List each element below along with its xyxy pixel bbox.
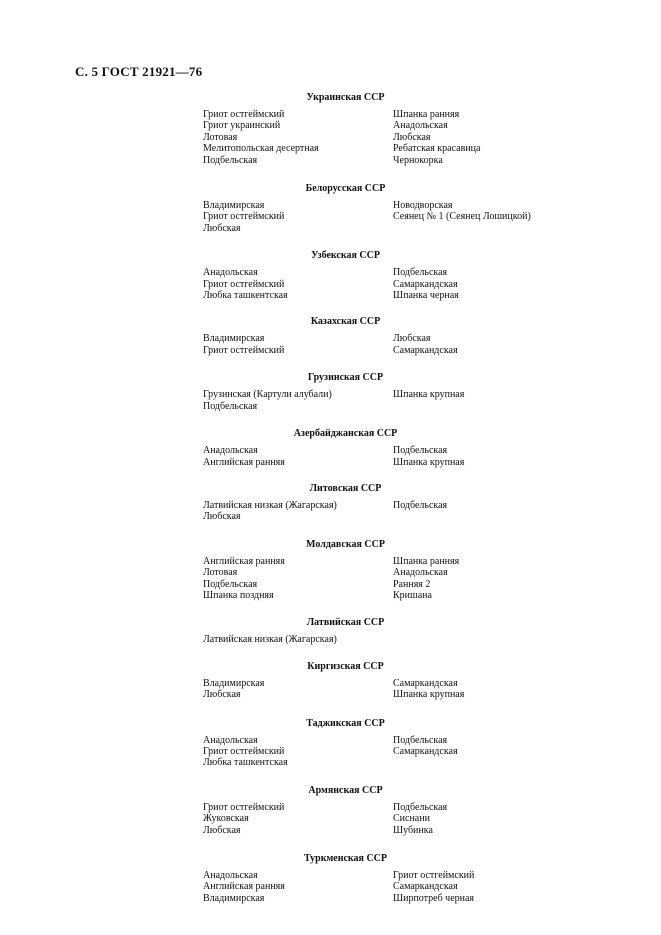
region-title: Молдавская ССР bbox=[306, 538, 385, 550]
variety-item: Английская ранняя bbox=[203, 881, 285, 893]
region-title: Грузинская ССР bbox=[307, 372, 384, 384]
variety-list-right bbox=[393, 267, 593, 301]
variety-list-right bbox=[393, 389, 593, 412]
variety-item: Подбельская bbox=[203, 400, 258, 412]
variety-item: Гриот остгеймский bbox=[203, 344, 285, 356]
variety-list-right bbox=[393, 200, 593, 234]
variety-item: Гриот остгеймский bbox=[203, 278, 285, 290]
variety-item: Владимирская bbox=[203, 333, 265, 345]
variety-item: Самаркандская bbox=[393, 677, 458, 689]
variety-item: Любская bbox=[203, 689, 241, 701]
variety-item: Гриот остгеймский bbox=[393, 870, 475, 881]
variety-item: Шпанка крупная bbox=[393, 456, 465, 468]
variety-list-right bbox=[393, 556, 593, 602]
variety-columns bbox=[203, 556, 661, 602]
variety-item: Любская bbox=[393, 333, 431, 345]
variety-item: Анадольская bbox=[203, 445, 258, 457]
variety-columns bbox=[203, 389, 661, 412]
variety-columns bbox=[203, 200, 661, 234]
variety-item: Любская bbox=[203, 222, 241, 234]
region-section bbox=[0, 660, 661, 701]
variety-item: Гриот остгеймский bbox=[203, 801, 285, 813]
variety-item: Лотовая bbox=[203, 131, 238, 143]
variety-list-right bbox=[393, 870, 593, 904]
variety-list-left bbox=[203, 802, 393, 836]
variety-item: Английская ранняя bbox=[203, 555, 285, 567]
variety-item: Владимирская bbox=[203, 200, 265, 212]
variety-item: Гриот остгеймский bbox=[203, 745, 285, 757]
region-title: Армянская ССР bbox=[308, 784, 383, 796]
variety-item: Сиснани bbox=[393, 813, 430, 825]
variety-item: Латвийская низкая (Жагарская) bbox=[203, 634, 337, 646]
variety-list-left bbox=[203, 870, 393, 904]
variety-list-left bbox=[203, 109, 393, 166]
region-section bbox=[0, 315, 661, 356]
variety-list-left bbox=[203, 634, 393, 645]
region-section bbox=[0, 371, 661, 412]
variety-item: Любская bbox=[203, 511, 241, 523]
variety-item: Шпанка ранняя bbox=[393, 555, 460, 567]
variety-item: Сеянец № 1 (Сеянец Лошицкой) bbox=[393, 211, 531, 223]
variety-list-left bbox=[203, 200, 393, 234]
variety-item: Новодворская bbox=[393, 200, 453, 212]
variety-list-left bbox=[203, 389, 393, 412]
region-section bbox=[0, 717, 661, 769]
variety-columns bbox=[203, 333, 661, 356]
variety-item: Жуковская bbox=[203, 813, 249, 825]
region-title: Белорусская ССР bbox=[305, 183, 386, 195]
variety-columns bbox=[203, 109, 661, 166]
variety-item: Английская ранняя bbox=[203, 456, 285, 468]
region-title: Таджикская ССР bbox=[306, 717, 385, 729]
region-section bbox=[0, 784, 661, 836]
region-section bbox=[0, 616, 661, 645]
variety-columns bbox=[203, 267, 661, 301]
variety-item: Латвийская низкая (Жагарская) bbox=[203, 499, 337, 511]
variety-columns bbox=[203, 634, 661, 645]
variety-columns bbox=[203, 802, 661, 836]
variety-list-right bbox=[393, 634, 593, 645]
variety-item: Мелитопольская десертная bbox=[203, 143, 319, 155]
region-title: Литовская ССР bbox=[309, 482, 382, 494]
variety-item: Самаркандская bbox=[393, 278, 458, 290]
region-section bbox=[0, 427, 661, 468]
variety-item: Шпанка поздняя bbox=[203, 589, 274, 601]
variety-item: Шпанка черная bbox=[393, 290, 459, 302]
variety-item: Кришана bbox=[393, 589, 432, 601]
region-title: Казахская ССР bbox=[310, 316, 381, 328]
variety-item: Любская bbox=[203, 824, 241, 836]
region-title: Латвийская ССР bbox=[306, 617, 385, 629]
variety-item: Лотовая bbox=[203, 567, 238, 579]
variety-columns bbox=[203, 445, 661, 468]
variety-item: Анадольская bbox=[203, 734, 258, 746]
variety-item: Подбельская bbox=[393, 499, 448, 511]
variety-item: Любка ташкентская bbox=[203, 290, 288, 302]
variety-list-right bbox=[393, 678, 593, 701]
variety-list-left bbox=[203, 500, 393, 523]
document-body bbox=[0, 91, 661, 904]
region-title: Киргизская ССР bbox=[307, 660, 384, 672]
variety-item: Анадольская bbox=[393, 120, 448, 132]
variety-item: Владимирская bbox=[203, 892, 265, 904]
variety-list-right bbox=[393, 109, 593, 166]
variety-columns bbox=[203, 678, 661, 701]
variety-item: Анадольская bbox=[393, 567, 448, 579]
variety-item: Чернокорка bbox=[393, 154, 443, 166]
variety-list-right bbox=[393, 445, 593, 468]
variety-item: Шпанка ранняя bbox=[393, 109, 460, 120]
variety-item: Анадольская bbox=[203, 267, 258, 279]
variety-item: Шубинка bbox=[393, 824, 433, 836]
region-title: Украинская ССР bbox=[306, 92, 385, 103]
variety-item: Подбельская bbox=[393, 445, 448, 457]
variety-list-left bbox=[203, 678, 393, 701]
region-title: Туркменская ССР bbox=[303, 853, 388, 864]
region-title: Азербайджанская ССР bbox=[293, 428, 398, 440]
variety-item: Самаркандская bbox=[393, 881, 458, 893]
variety-list-left bbox=[203, 333, 393, 356]
variety-item: Любская bbox=[393, 131, 431, 143]
variety-item: Гриот украинский bbox=[203, 120, 281, 132]
variety-item: Подбельская bbox=[203, 578, 258, 590]
variety-item: Подбельская bbox=[203, 154, 258, 166]
variety-item: Подбельская bbox=[393, 801, 448, 813]
variety-item: Ребатская красавица bbox=[393, 143, 481, 155]
variety-columns bbox=[203, 735, 661, 769]
variety-item: Подбельская bbox=[393, 267, 448, 279]
region-section bbox=[0, 482, 661, 523]
variety-list-right bbox=[393, 333, 593, 356]
region-section bbox=[0, 91, 661, 166]
variety-list-right bbox=[393, 802, 593, 836]
variety-list-left bbox=[203, 556, 393, 602]
variety-list-left bbox=[203, 267, 393, 301]
variety-item: Ширпотреб черная bbox=[393, 892, 475, 904]
variety-item: Любка ташкентская bbox=[203, 757, 288, 769]
variety-columns bbox=[203, 870, 661, 904]
variety-item: Ранняя 2 bbox=[393, 578, 431, 590]
region-section bbox=[0, 538, 661, 602]
variety-item: Самаркандская bbox=[393, 745, 458, 757]
page-header: С. 5 ГОСТ 21921—76 bbox=[75, 64, 203, 79]
variety-item: Самаркандская bbox=[393, 344, 458, 356]
variety-list-right bbox=[393, 735, 593, 769]
variety-list-right bbox=[393, 500, 593, 523]
region-section bbox=[0, 182, 661, 234]
variety-item: Анадольская bbox=[203, 870, 258, 881]
variety-item: Шпанка крупная bbox=[393, 689, 465, 701]
variety-item: Владимирская bbox=[203, 677, 265, 689]
variety-list-left bbox=[203, 735, 393, 769]
variety-item: Гриот остгеймский bbox=[203, 211, 285, 223]
variety-item: Грузинская (Картули алубали) bbox=[203, 389, 332, 401]
region-title: Узбекская ССР bbox=[311, 250, 380, 262]
variety-item: Шпанка крупная bbox=[393, 389, 465, 401]
variety-item: Подбельская bbox=[393, 734, 448, 746]
variety-columns bbox=[203, 500, 661, 523]
variety-list-left bbox=[203, 445, 393, 468]
variety-item: Гриот остгеймский bbox=[203, 109, 285, 120]
region-section bbox=[0, 249, 661, 301]
region-section bbox=[0, 852, 661, 904]
